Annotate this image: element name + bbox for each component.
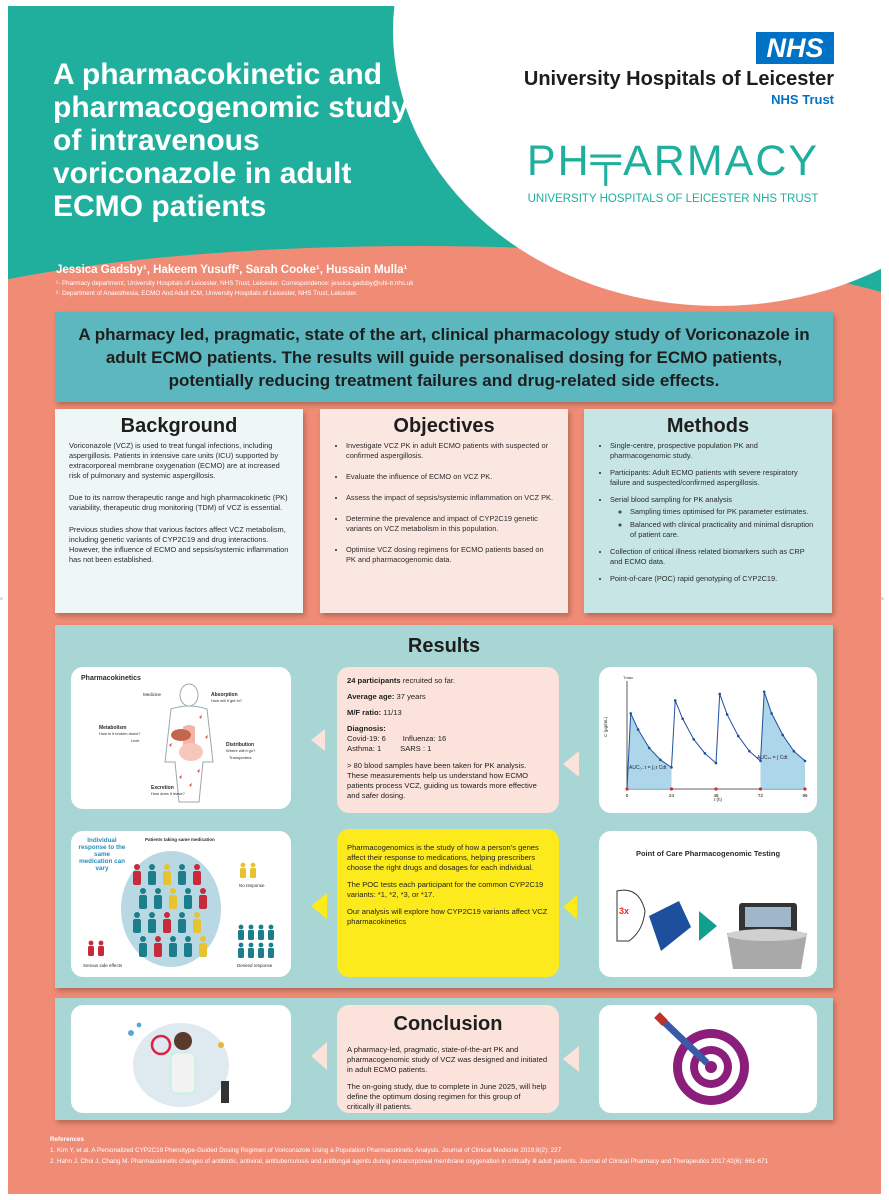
- person-icon: [200, 888, 206, 894]
- person-icon: [251, 863, 256, 868]
- person-icon: [140, 888, 146, 894]
- org-name: University Hospitals of Leicester: [523, 68, 834, 90]
- stat-age-label: Average age:: [347, 692, 395, 701]
- poster: [8, 6, 881, 1194]
- person-icon: [139, 895, 147, 909]
- dose-marker: [670, 787, 673, 790]
- person-icon: [249, 925, 254, 930]
- arrow-left: [563, 1046, 579, 1072]
- list-item: ◦ Sampling times optimised for PK parameter estimates.: [630, 507, 818, 517]
- person-icon: [170, 936, 176, 942]
- chart-tmax: Tmax: [623, 675, 633, 680]
- person-icon: [170, 888, 176, 894]
- pk-label-distribution: Distribution: [226, 742, 255, 748]
- person-icon: [238, 948, 244, 958]
- person-icon: [99, 941, 104, 946]
- stats-card: [337, 667, 559, 813]
- person-icon: [164, 864, 170, 870]
- background-section: [55, 409, 303, 613]
- person-icon: [154, 895, 162, 909]
- x-tick-label: 24: [668, 793, 675, 798]
- stat-samples: > 80 blood samples have been taken for PK analysis. These measurements help us understand how ECMO patients process VCZ, guiding us towards more effective and safer dosing.: [347, 761, 537, 800]
- data-point: [763, 691, 766, 694]
- person-icon: [269, 943, 274, 948]
- auc-area-steady: [761, 692, 806, 789]
- references-heading: References: [50, 1136, 84, 1143]
- person-icon: [169, 895, 177, 909]
- data-point: [770, 712, 773, 715]
- list-item: [610, 495, 818, 540]
- x-tick-label: 72: [757, 793, 764, 798]
- person-icon: [240, 868, 246, 878]
- arrow-left: [311, 893, 327, 919]
- background-para: Due to its narrow therapeutic range and high pharmacokinetic (PK) variability, therapeutic drug monitoring (TDM) of VCZ is essential.: [69, 493, 288, 512]
- dose-marker: [803, 787, 806, 790]
- scientist-illustration: [71, 1005, 291, 1113]
- person-icon: [249, 943, 254, 948]
- indiv-serious: Serious side effects: [83, 963, 123, 968]
- edge-marker: ◦: [881, 594, 884, 603]
- objectives-heading: Objectives: [393, 415, 495, 437]
- stat-age-value: 37 years: [394, 692, 426, 701]
- pharmacogenomics-card: [337, 829, 559, 977]
- authors: Jessica Gadsby¹, Hakeem Yusuff², Sarah Cooke¹, Hussain Mulla¹: [56, 264, 408, 276]
- data-point: [804, 760, 807, 763]
- arrow-left: [311, 1042, 327, 1070]
- reference-item: 2. Hahn J, Choi J, Chang M. Pharmacokinetic changes of antibiotic, antiviral, antituberculosis and antifungal agents during extracorporeal membrane oxygenation in critically ill adult patients. Journal of Clinical Pharmacy and Therapeutics 2017;42(6): 661-671: [50, 1158, 769, 1165]
- chart-auc1: AUC₀₋τ = ∫₀τ Cdt: [629, 765, 667, 771]
- person-icon: [149, 912, 155, 918]
- body-diagram: [71, 667, 291, 809]
- pk-label-medicine: Medicine: [143, 692, 162, 697]
- pk-label-absorption: Absorption: [211, 692, 238, 698]
- person-icon: [194, 864, 200, 870]
- data-point: [718, 693, 721, 696]
- indiv-taking: Patients taking same medication: [145, 837, 215, 842]
- poc-illustration: [599, 831, 817, 977]
- stat-diag-label: Diagnosis:: [347, 724, 386, 733]
- arrow-left: [311, 729, 325, 751]
- person-icon: [179, 864, 185, 870]
- pk-label-absorption-q: How will it get in?: [211, 698, 242, 703]
- dose-marker: [714, 787, 717, 790]
- person-icon: [199, 895, 207, 909]
- person-icon: [149, 864, 155, 870]
- person-icon: [268, 930, 274, 940]
- person-icon: [178, 919, 186, 933]
- person-icon: [163, 919, 171, 933]
- data-point: [704, 752, 707, 755]
- list-item: • Evaluate the influence of ECMO on VCZ PK.: [346, 472, 554, 482]
- person-icon: [259, 943, 264, 948]
- person-icon: [148, 919, 156, 933]
- list-item: • Determine the prevalence and impact of CYP2C19 genetic variants on VCZ metabolism in this population.: [346, 514, 554, 534]
- data-point: [748, 750, 751, 753]
- list-item: • Collection of critical illness related biomarkers such as CRP and ECMO data.: [610, 547, 818, 567]
- person-icon: [178, 871, 186, 885]
- arrow-left: [563, 751, 579, 777]
- pk-title: Pharmacokinetics: [81, 675, 141, 682]
- person-icon: [89, 941, 94, 946]
- person-icon: [139, 943, 147, 957]
- poc-3x: 3x: [619, 906, 630, 916]
- conclusion-card: [337, 1005, 559, 1113]
- x-tick-label: 96: [802, 793, 808, 798]
- stat-mf-label: M/F ratio:: [347, 708, 382, 717]
- person-icon: [258, 948, 264, 958]
- reference-item: 1. Kim Y, et al. A Personalized CYP2C19 Phenotype-Guided Dosing Regimen of Voriconazole Using a Population Pharmacokinetic Analysis. Journal of Clinical Medicine 2019;8(2): 227: [50, 1147, 562, 1154]
- poster-title: A pharmacokinetic and pharmacogenomic study of intravenous voriconazole in adult ECMO patients: [53, 58, 409, 223]
- person-icon: [268, 948, 274, 958]
- pgx-para: Our analysis will explore how CYP2C19 variants affect VCZ pharmacokinetics: [347, 907, 548, 926]
- indiv-title: Individual response to the same medication can vary: [78, 837, 126, 872]
- person-icon: [184, 943, 192, 957]
- person-icon: [248, 930, 254, 940]
- person-icon: [184, 895, 192, 909]
- data-point: [648, 747, 651, 750]
- pk-concentration-chart: [599, 667, 817, 813]
- list-item: ◦ Balanced with clinical practicality and minimal disruption of patient care.: [630, 520, 818, 540]
- pk-chart-card: [599, 667, 817, 813]
- person-icon: [134, 912, 140, 918]
- person-icon: [155, 888, 161, 894]
- pgx-para: The POC tests each participant for the common CYP2C19 variants: *1, *2, *3, or *17.: [347, 880, 544, 899]
- nhs-logo: NHS: [756, 32, 834, 64]
- stat-mf-value: 11/13: [381, 708, 402, 717]
- person-icon: [148, 871, 156, 885]
- person-icon: [164, 912, 170, 918]
- poc-testing-card: [599, 831, 817, 977]
- person-icon: [239, 943, 244, 948]
- pk-label-excretion: Excretion: [151, 785, 174, 791]
- dose-marker: [625, 787, 628, 790]
- arrow-left: [563, 895, 577, 919]
- person-icon: [269, 925, 274, 930]
- person-icon: [199, 943, 207, 957]
- trust-name: NHS Trust: [771, 92, 834, 107]
- pk-label-excretion-q: How does it leave?: [151, 791, 185, 796]
- list-item: • Single-centre, prospective population PK and pharmacogenomic study.: [610, 441, 818, 461]
- person-icon: [239, 925, 244, 930]
- person-icon: [258, 930, 264, 940]
- affiliation-1: ¹· Pharmacy department, University Hospitals of Leicester, NHS Trust, Leicester. Correspondence: jessica.gadsby@uhl-tr.nhs.uk: [56, 280, 414, 287]
- pgx-para: Pharmacogenomics is the study of how a person's genes affect their response to medications, helping prescribers choose the right drugs and dosages for each individual.: [347, 843, 539, 872]
- person-icon: [133, 919, 141, 933]
- person-icon: [154, 943, 162, 957]
- data-point: [737, 735, 740, 738]
- data-point: [629, 712, 632, 715]
- target-illustration: [599, 1005, 817, 1113]
- chart-auc2: AUCₛₛ = ∫ Cdt: [757, 755, 788, 761]
- data-point: [637, 728, 640, 731]
- methods-heading: Methods: [666, 415, 750, 437]
- conclusion-section: [55, 998, 833, 1120]
- pharmacy-subtitle: UNIVERSITY HOSPITALS OF LEICESTER NHS TRUST: [527, 193, 819, 205]
- list-item: • Optimise VCZ dosing regimens for ECMO patients based on PK and pharmacogenomic data.: [346, 545, 554, 565]
- stat-participants-rest: recruited so far.: [400, 676, 456, 685]
- methods-section: [584, 409, 832, 613]
- target-card: [599, 1005, 817, 1113]
- person-icon: [163, 871, 171, 885]
- data-point: [692, 738, 695, 741]
- person-icon: [155, 936, 161, 942]
- list-item: • Participants: Adult ECMO patients with severe respiratory failure and suspected/confirmed aspergillosis.: [610, 468, 818, 488]
- indiv-no-response: No response: [239, 883, 265, 888]
- data-point: [793, 750, 796, 753]
- pk-label-distribution-q: Where will it go?: [226, 748, 256, 753]
- people-illustration: [71, 831, 291, 977]
- data-point: [674, 699, 677, 702]
- list-item: • Point-of-care (POC) rapid genotyping of CYP2C19.: [610, 574, 818, 584]
- person-icon: [194, 912, 200, 918]
- chart-xlabel: t (h): [714, 797, 723, 802]
- pharmacy-logo: PH╤ARMACY: [526, 135, 820, 185]
- person-icon: [185, 888, 191, 894]
- conclusion-heading: Conclusion: [393, 1013, 503, 1035]
- pk-diagram-card: [71, 667, 291, 809]
- affiliation-2: ²· Department of Anaesthesia, ECMO And Adult ICM, University Hospitals of Leicester, NHS Trust, Leicester.: [56, 290, 358, 297]
- conclusion-para: A pharmacy-led, pragmatic, state-of-the-art PK and pharmacogenomic study of VCZ was designed and initiated in adult ECMO patients.: [347, 1045, 548, 1074]
- auc-area-first: [627, 713, 672, 789]
- pk-label-metabolism: Metabolism: [99, 725, 127, 731]
- person-icon: [238, 930, 244, 940]
- data-point: [715, 762, 718, 765]
- chart-ylabel: C (μg/mL): [603, 716, 608, 737]
- person-icon: [241, 863, 246, 868]
- results-heading: Results: [407, 635, 481, 657]
- background-para: Voriconazole (VCZ) is used to treat fungal infections, including aspergillosis. Patients in intensive care units (ICU) supported by extracorporeal membrane oxygenation (ECMO) are at increased risk of pulmonary and systemic aspergillosis.: [69, 441, 280, 480]
- person-icon: [193, 871, 201, 885]
- objectives-section: [320, 409, 568, 613]
- pk-label-transporters: Transporters: [229, 755, 252, 760]
- scientist-card: [71, 1005, 291, 1113]
- person-icon: [250, 868, 256, 878]
- data-point: [670, 766, 673, 769]
- stat-diag-1: Covid-19: 6 Influenza: 16: [347, 734, 447, 743]
- person-icon: [134, 864, 140, 870]
- conclusion-para: The on-going study, due to complete in June 2025, will help define the optimum dosing regimen for this group of critically ill patients.: [347, 1082, 547, 1111]
- stat-diag-2: Asthma: 1 SARS : 1: [347, 744, 432, 753]
- references: [50, 1134, 850, 1167]
- data-point: [659, 759, 662, 762]
- objectives-list: [334, 441, 554, 565]
- indiv-desired: Desired response: [237, 963, 273, 968]
- person-icon: [200, 936, 206, 942]
- list-item: • Investigate VCZ PK in adult ECMO patients with suspected or confirmed aspergillosis.: [346, 441, 554, 461]
- person-icon: [169, 943, 177, 957]
- person-icon: [179, 912, 185, 918]
- list-item: • Assess the impact of sepsis/systemic inflammation on VCZ PK.: [346, 493, 554, 503]
- poc-title: Point of Care Pharmacogenomic Testing: [635, 849, 781, 858]
- dose-marker: [759, 787, 762, 790]
- background-para: Previous studies show that various factors affect VCZ metabolism, including genetic variants of CYP2C19 and drug interactions. However, the influence of ECMO and sepsis/systemic inflammation has not been established.: [69, 525, 289, 564]
- person-icon: [259, 925, 264, 930]
- background-heading: Background: [120, 415, 238, 437]
- person-icon: [248, 948, 254, 958]
- methods-sublist: [610, 507, 818, 540]
- person-icon: [133, 871, 141, 885]
- x-tick-label: 48: [713, 793, 719, 798]
- stat-participants: 24 participants: [347, 676, 401, 685]
- person-icon: [98, 946, 104, 956]
- data-point: [781, 734, 784, 737]
- pk-label-metabolism-q: How is it broken down?: [99, 731, 141, 736]
- data-point: [681, 718, 684, 721]
- methods-list: [598, 441, 818, 584]
- person-icon: [185, 936, 191, 942]
- data-point: [726, 713, 729, 716]
- results-section: [55, 625, 833, 988]
- person-icon: [193, 919, 201, 933]
- list-item-text: Serial blood sampling for PK analysis: [610, 495, 733, 504]
- x-tick-label: 0: [625, 793, 629, 798]
- person-icon: [140, 936, 146, 942]
- key-message-banner: A pharmacy led, pragmatic, state of the art, clinical pharmacology study of Voriconazole in adult ECMO patients. The results will guide personalised dosing for ECMO patients, potentially reducing treatment failures and drug-related side effects.: [55, 312, 833, 402]
- edge-marker: ◦: [0, 594, 3, 603]
- individual-response-card: [71, 831, 291, 977]
- person-icon: [88, 946, 94, 956]
- pk-label-liver: Liver: [131, 738, 140, 743]
